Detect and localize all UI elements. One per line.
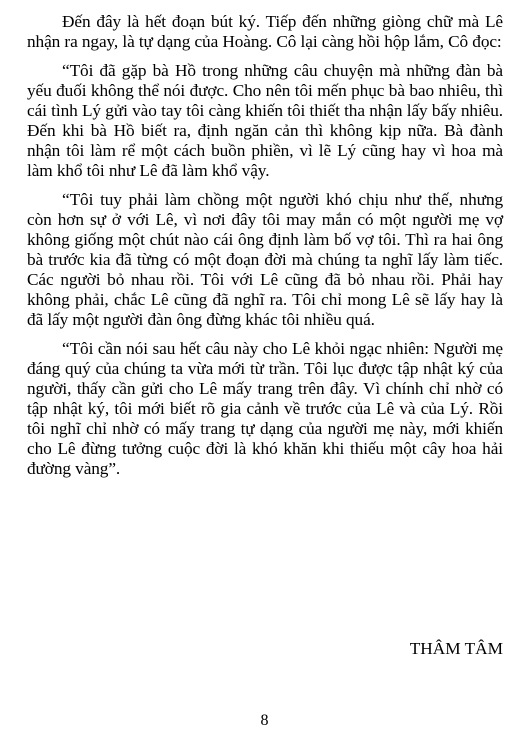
paragraph-letter-2: “Tôi tuy phải làm chồng một người khó chịu như thế, nhưng còn hơn sự ở với Lê, vì nơi đây tôi may mắn có một người mẹ vợ không giống một chút nào cái ông định làm bố vợ tôi. Thì ra hai ông bà trước kia đã từng có một đoạn đời mà chúng ta nghĩ lấy làm tiếc. Các người bỏ nhau rồi. Tôi với Lê cũng đã bỏ nhau rồi. Phải hay không phải, chắc Lê cũng đã nghĩ ra. Tôi chỉ mong Lê sẽ lấy hay là đã lấy một người đàn ông đừng khác tôi nhiều quá. bbox=[27, 190, 503, 329]
author-signature: THÂM TÂM bbox=[409, 639, 503, 658]
page-body bbox=[27, 12, 503, 488]
page-number: 8 bbox=[260, 712, 269, 729]
paragraph-letter-1: “Tôi đã gặp bà Hồ trong những câu chuyện mà những đàn bà yếu đuối không thể nói được. Cho nên tôi mến phục bà bao nhiêu, thì cái tình Lý gửi vào tay tôi càng khiến tôi thiết tha nhận lấy bấy nhiêu. Đến khi bà Hồ biết ra, định ngăn cản thì không kịp nữa. Bà đành nhận tôi làm rể một cách buồn phiền, vì lẽ Lý cũng hay vì hoa mà làm khổ tôi như Lê đã làm khổ vậy. bbox=[27, 61, 503, 180]
paragraph-letter-3: “Tôi cần nói sau hết câu này cho Lê khỏi ngạc nhiên: Người mẹ đáng quý của chúng ta vừa mới từ trần. Tôi lục được tập nhật ký của người, thấy cần gửi cho Lê mấy trang trên đây. Vì chính chỉ nhờ có tập nhật ký, tôi mới biết rõ gia cảnh về trước của Lê và của Lý. Rồi tôi nghĩ chỉ nhờ có mấy trang tự dạng của người mẹ này, mới khiến cho Lê đừng tưởng cuộc đời là khó khăn khi thiếu một cây hoa hải đường vàng”. bbox=[27, 339, 503, 478]
paragraph-intro: Đến đây là hết đoạn bút ký. Tiếp đến những giòng chữ mà Lê nhận ra ngay, là tự dạng của Hoàng. Cô lại càng hồi hộp lắm, Cô đọc: bbox=[27, 12, 503, 51]
